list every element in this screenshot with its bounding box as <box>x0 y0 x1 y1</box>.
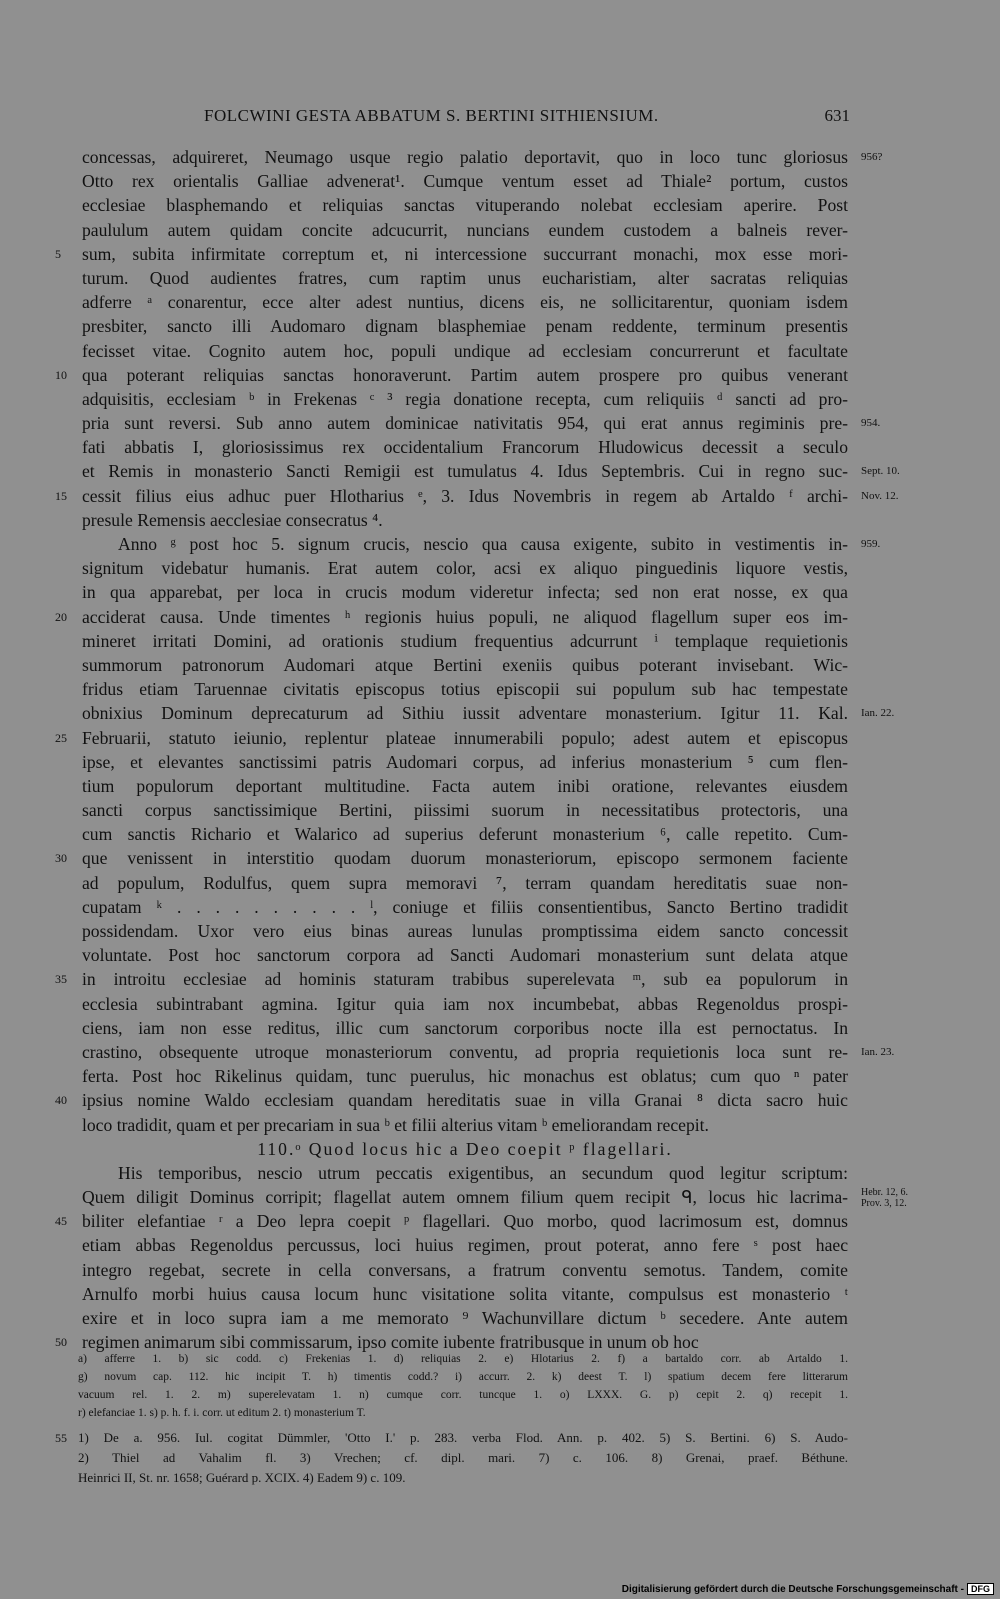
line-number: 55 <box>55 1431 67 1445</box>
line-text: Arnulfo morbi huius causa locum hunc visitatione solita vitante, compulsus est monasterio ᵗ <box>82 1283 848 1304</box>
line-text: regimen animarum sibi commissarum, ipso comite iubente fratribusque in unum ob hoc <box>82 1332 699 1353</box>
text-line <box>0 459 1000 483</box>
text-line <box>0 218 1000 242</box>
line-number: 40 <box>55 1093 67 1108</box>
line-text: ecclesiae blasphemando et reliquias sanctas vituperando nolebat ecclesiam aperire. Post <box>82 195 848 216</box>
text-line <box>0 1113 1000 1137</box>
text-line <box>0 508 1000 532</box>
margin-note: Ian. 23. <box>861 1045 895 1058</box>
line-number: 5 <box>55 246 61 261</box>
source-note-line <box>0 1428 1000 1448</box>
line-number: 35 <box>55 972 67 987</box>
text-line <box>0 266 1000 290</box>
chapter-heading <box>0 1137 1000 1161</box>
line-number: 50 <box>55 1335 67 1350</box>
line-text: integro regebat, secrete in cella conversans, a fratrum conventu semotus. Tandem, comite <box>82 1259 848 1280</box>
line-text: obnixius Dominum deprecaturum ad Sithiu iussit adventare monasterium. Igitur 11. Kal. <box>82 703 848 724</box>
apparatus-text: a) afferre 1. b) sic codd. c) Frekenias 1. d) reliquias 2. e) Hlotarius 2. f) a bartaldo corr. ab Artaldo 1. <box>78 1353 848 1365</box>
text-line <box>0 1088 1000 1112</box>
text-line <box>0 846 1000 870</box>
line-text: Quem diligit Dominus corripit; flagellat autem omnem filium quem recipit ᑫ, locus hic lacrima- <box>82 1187 848 1208</box>
apparatus-text: r) elefanciae 1. s) p. h. f. i. corr. ut editum 2. t) monasterium T. <box>78 1407 366 1419</box>
line-text: paululum autem quidam concite adcucurrit, nuncians eundem custodem a balneis rever- <box>82 219 848 240</box>
running-title: FOLCWINI GESTA ABBATUM S. BERTINI SITHIENSIUM. <box>204 106 659 125</box>
text-line <box>0 484 1000 508</box>
text-line <box>0 339 1000 363</box>
line-text: ipsius nomine Waldo ecclesiam quandam hereditatis suae in villa Granai ⁸ dicta sacro huic <box>82 1090 848 1111</box>
source-note-line <box>0 1448 1000 1468</box>
source-note-text: 1) De a. 956. Iul. cogitat Dümmler, 'Otto I.' p. 283. verba Flod. Ann. p. 402. 5) S. Bertini. 6) S. Audo- <box>78 1430 848 1445</box>
credit-text: Digitalisierung gefördert durch die Deutsche Forschungsgemeinschaft - <box>621 1584 964 1595</box>
line-text: voluntate. Post hoc sanctorum corpora ad Sancti Audomari monasterium sunt delata atque <box>82 945 848 966</box>
line-number: 30 <box>55 851 67 866</box>
margin-note: Ian. 22. <box>861 707 895 720</box>
line-text: loco tradidit, quam et per precariam in sua ᵇ et filii alterius vitam ᵇ emeliorandam recepit. <box>82 1114 709 1135</box>
text-line <box>0 992 1000 1016</box>
page-header <box>80 106 850 132</box>
text-line <box>0 895 1000 919</box>
text-line <box>0 1185 1000 1209</box>
line-text: adferre ᵃ conarentur, ecce alter adest nuntius, dicens eis, ne sollicitarentur, quoniam isdem <box>82 292 848 313</box>
apparatus-text: vacuum rel. 1. 2. m) superelevatam 1. n) cumque corr. tuncque 1. o) LXXX. G. p) cepit 2. q) recepit 1. <box>78 1389 848 1401</box>
line-text: ecclesia subintrabant agmina. Igitur quia iam nox incumbebat, abbas Regenoldus prospi- <box>82 993 848 1014</box>
line-text: presbiter, sancto illi Audomaro dignam blasphemiae penam reddente, terminum presentis <box>82 316 848 337</box>
line-text: adquisitis, ecclesiam ᵇ in Frekenas ᶜ ³ regia donatione recepta, cum reliquiis ᵈ sancti ad pro- <box>82 388 848 409</box>
text-line <box>0 556 1000 580</box>
dfg-logo: DFG <box>967 1583 994 1595</box>
text-line <box>0 145 1000 169</box>
text-line <box>0 411 1000 435</box>
line-text: summorum patronorum Audomari atque Bertini exeniis quibus poterant invisebant. Wic- <box>82 654 848 675</box>
line-number: 10 <box>55 367 67 382</box>
line-text: sancti corpus sanctissimique Bertini, piissimi suorum in necessitatibus protectoris, una <box>82 800 848 821</box>
text-line <box>0 967 1000 991</box>
line-text: in qua apparebat, per loca in crucis modum videretur infecta; sed non erat nosse, ex qua <box>82 582 848 603</box>
line-text: et Remis in monasterio Sancti Remigii est tumulatus 4. Idus Septembris. Cui in regno suc- <box>82 461 848 482</box>
margin-note: Hebr. 12, 6. Prov. 3, 12. <box>861 1187 908 1210</box>
margin-note: 956? <box>861 151 883 163</box>
line-text: ferta. Post hoc Rikelinus quidam, tunc puerulus, hic monachus est oblatus; cum quo ⁿ pater <box>82 1066 848 1087</box>
text-line <box>0 290 1000 314</box>
line-text: fecisset vitae. Cognito autem hoc, populi undique ad ecclesiam concurrerunt et facultate <box>82 340 848 361</box>
apparatus-text: g) novum cap. 112. hic incipit T. h) timentis codd.? i) accurr. 2. k) deest T. l) spatium decem fere litterarum <box>78 1371 848 1383</box>
text-line <box>0 653 1000 677</box>
text-line <box>0 774 1000 798</box>
line-number: 15 <box>55 488 67 503</box>
text-line <box>0 532 1000 556</box>
line-text: etiam abbas Regenoldus percussus, loci huius regimen, prout poterat, anno fere ˢ post haec <box>82 1235 848 1256</box>
margin-note: Nov. 12. <box>861 489 899 502</box>
text-line <box>0 1233 1000 1257</box>
text-line <box>0 919 1000 943</box>
text-line <box>0 629 1000 653</box>
line-text: possidendam. Uxor vero eius binas aureas lunulas promptissima eidem sancto concessit <box>82 921 848 941</box>
line-text: pria sunt reversi. Sub anno autem dominicae nativitatis 954, qui erat annus regiminis pre- <box>82 413 848 434</box>
text-line <box>0 1306 1000 1330</box>
text-line <box>0 677 1000 701</box>
margin-note: Sept. 10. <box>861 465 900 478</box>
text-line <box>0 435 1000 459</box>
line-text: His temporibus, nescio utrum peccatis exigentibus, an secundum quod legitur scriptum: <box>118 1162 848 1183</box>
line-text: crastino, obsequente utroque monasteriorum conventu, ad propria requietionis loca sunt re- <box>82 1041 848 1062</box>
digitization-credit <box>622 1583 994 1595</box>
text-line <box>0 1040 1000 1064</box>
text-line <box>0 1209 1000 1233</box>
text-line <box>0 580 1000 604</box>
text-line <box>0 726 1000 750</box>
line-number: 25 <box>55 730 67 745</box>
text-line <box>0 798 1000 822</box>
text-line <box>0 1282 1000 1306</box>
apparatus-line <box>0 1350 1000 1368</box>
apparatus-line <box>0 1386 1000 1404</box>
line-text: turum. Quod audientes fratres, cum raptim unus eucharistiam, alter sacratas reliquias <box>82 267 848 288</box>
text-line <box>0 193 1000 217</box>
text-line <box>0 822 1000 846</box>
line-text: qua poterant reliquias sanctas honoraverunt. Partim autem prospere pro quibus venerant <box>82 364 848 385</box>
text-line <box>0 169 1000 193</box>
line-text: exire et in loco supra iam a me memorato ⁹ Wachunvillare dictum ᵇ secedere. Ante autem <box>82 1308 848 1328</box>
margin-note: 959. <box>861 538 881 550</box>
page-number: 631 <box>824 106 850 125</box>
line-text: 110.ᵒ Quod locus hic a Deo coepit ᵖ flagellari. <box>257 1138 673 1159</box>
text-line <box>0 242 1000 266</box>
apparatus-line <box>0 1368 1000 1386</box>
margin-note: 954. <box>861 417 881 430</box>
line-number: 45 <box>55 1214 67 1229</box>
source-note-text: 2) Thiel ad Vahalim fl. 3) Vrechen; cf. dipl. mari. 7) c. 106. 8) Grenai, praef. Béthune. <box>78 1450 848 1465</box>
text-line <box>0 1258 1000 1282</box>
line-text: acciderat causa. Unde timentes ʰ regionis huius populi, ne aliquod flagellum super eos im- <box>82 606 848 627</box>
line-text: Otto rex orientalis Galliae advenerat¹. Cumque ventum esset ad Thiale² portum, custos <box>82 171 848 192</box>
text-line <box>0 314 1000 338</box>
line-text: signitum videbatur humanis. Erat autem color, acsi ex aliquo pinguedinis liquore vestis, <box>82 558 848 579</box>
source-notes <box>0 1428 1000 1488</box>
main-text <box>0 145 1000 1354</box>
text-line <box>0 363 1000 387</box>
line-text: mineret irritati Domini, ad orationis studium frequentius adcurrunt ⁱ templaque requietionis <box>82 630 848 651</box>
line-text: presule Remensis aecclesiae consecratus ⁴. <box>82 509 383 530</box>
text-line <box>0 1016 1000 1040</box>
line-text: Anno ᵍ post hoc 5. signum crucis, nescio qua causa exigente, subito in vestimentis in- <box>118 534 848 554</box>
line-text: in introitu ecclesiae ad hominis staturam trabibus superelevata ᵐ, sub ea populorum in <box>82 969 848 990</box>
critical-apparatus <box>0 1350 1000 1422</box>
line-text: cum sanctis Richario et Walarico ad superius deferunt monasterium ⁶, calle repetito. Cum- <box>82 824 848 845</box>
line-text: cupatam ᵏ . . . . . . . . . . ˡ, coniuge et filiis consentientibus, Sancto Bertino tradidit <box>82 896 848 917</box>
line-number: 20 <box>55 609 67 624</box>
line-text: ciens, iam non esse reditus, illic cum sanctorum corporibus nocte illa est pernoctatus. In <box>82 1017 848 1038</box>
text-line <box>0 943 1000 967</box>
line-text: sum, subita infirmitate correptum et, ni intercessione succurrant monachi, mox esse mori- <box>82 243 848 264</box>
line-text: Februarii, statuto ieiunio, replentur plateae innumerabili populo; adest autem et episcopus <box>82 727 848 748</box>
line-text: ad populum, Rodulfus, quem supra memoravi ⁷, terram quandam hereditatis suae non- <box>82 872 848 893</box>
text-line <box>0 1064 1000 1088</box>
source-note-line <box>0 1468 1000 1488</box>
apparatus-line <box>0 1404 1000 1422</box>
text-line <box>0 1161 1000 1185</box>
line-text: biliter elefantiae ʳ a Deo lepra coepit ᵖ flagellari. Quo morbo, quod lacrimosum est, domnus <box>82 1211 848 1232</box>
source-note-text: Heinrici II, St. nr. 1658; Guérard p. XCIX. 4) Eadem 9) c. 109. <box>78 1470 406 1485</box>
line-text: cessit filius eius adhuc puer Hlotharius ᵉ, 3. Idus Novembris in regem ab Artaldo ᶠ archi- <box>82 485 848 506</box>
text-line <box>0 750 1000 774</box>
line-text: fati abbatis I, gloriosissimus rex occidentalium Francorum Hludowicus decessit a seculo <box>82 437 848 458</box>
line-text: fridus etiam Taruennae civitatis episcopus totius episcopii sui populum sub hac tempestate <box>82 679 848 700</box>
text-line <box>0 387 1000 411</box>
line-text: concessas, adquireret, Neumago usque regio palatio deportavit, quo in loco tunc gloriosus <box>82 147 848 167</box>
text-line <box>0 871 1000 895</box>
line-text: ipse, et elevantes sanctissimi patris Audomari corpus, ad inferius monasterium ⁵ cum flen- <box>82 751 848 772</box>
text-line <box>0 605 1000 629</box>
line-text: que venissent in interstitio quodam duorum monasteriorum, episcopo sermonem faciente <box>82 848 848 869</box>
line-text: tium populorum deportant multitudine. Facta autem inibi oratione, relevantes eiusdem <box>82 775 848 796</box>
text-line <box>0 701 1000 725</box>
